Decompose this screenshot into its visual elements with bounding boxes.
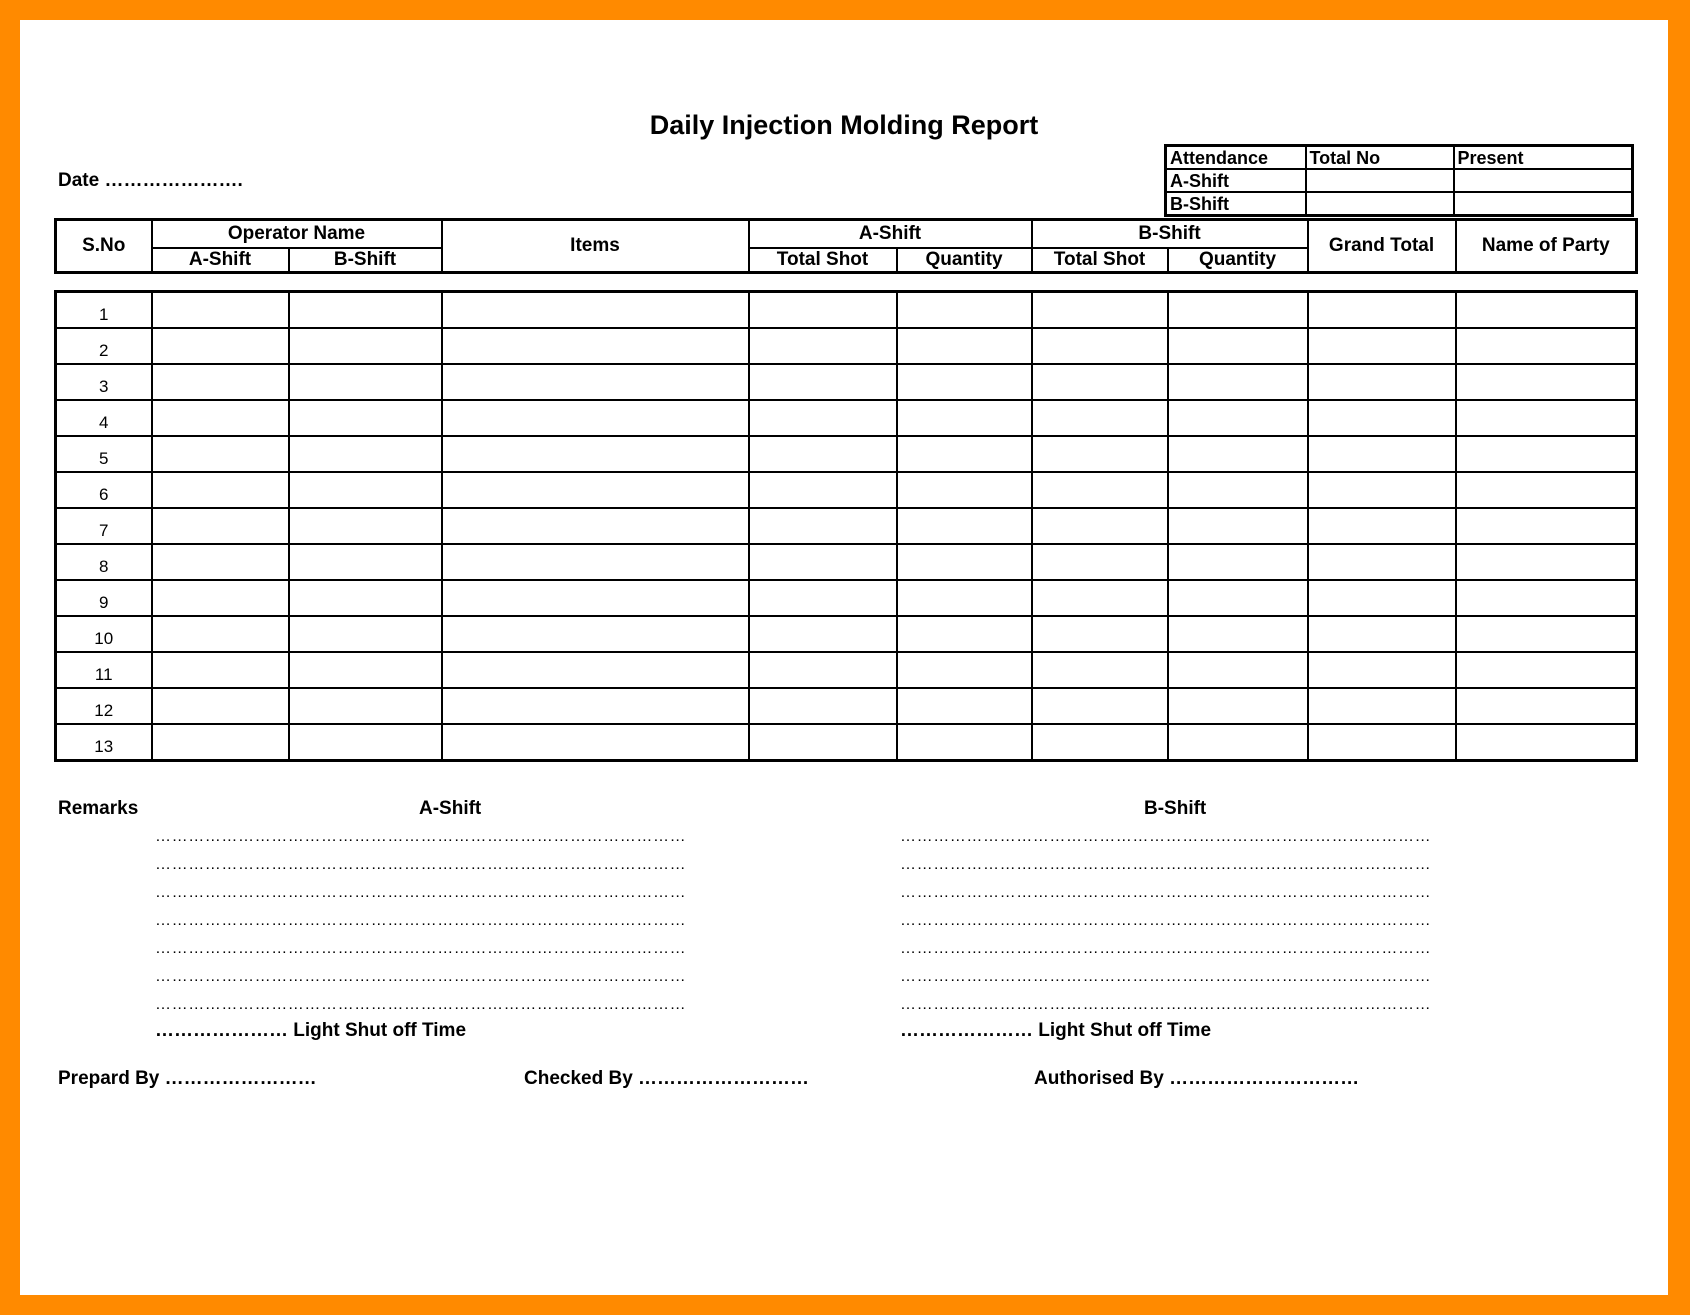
table-cell[interactable] bbox=[152, 580, 289, 616]
remark-line[interactable]: …………………………………………………………………………………… bbox=[900, 940, 1432, 957]
table-cell[interactable] bbox=[1168, 724, 1308, 761]
row-number: 6 bbox=[99, 485, 109, 504]
table-cell[interactable] bbox=[1456, 472, 1637, 508]
table-row bbox=[56, 724, 1637, 761]
row-number: 1 bbox=[99, 305, 109, 324]
attendance-row-label: B-Shift bbox=[1166, 192, 1306, 216]
table-cell[interactable] bbox=[442, 652, 749, 688]
sno-cell bbox=[56, 724, 152, 761]
table-cell[interactable] bbox=[442, 436, 749, 472]
table-row bbox=[56, 580, 1637, 616]
table-row bbox=[56, 472, 1637, 508]
table-cell[interactable] bbox=[749, 436, 897, 472]
table-cell[interactable] bbox=[442, 400, 749, 436]
table-cell[interactable] bbox=[1308, 724, 1456, 761]
table-cell[interactable] bbox=[1032, 688, 1168, 724]
remarks-a-shift-label: A-Shift bbox=[419, 798, 482, 819]
table-cell[interactable] bbox=[289, 292, 442, 329]
table-cell[interactable] bbox=[1456, 292, 1637, 329]
table-row bbox=[56, 508, 1637, 544]
table-cell[interactable] bbox=[897, 652, 1032, 688]
row-number: 11 bbox=[94, 665, 113, 684]
table-cell[interactable] bbox=[289, 544, 442, 580]
table-cell[interactable] bbox=[1168, 616, 1308, 652]
sno-cell bbox=[56, 328, 152, 364]
sno-cell bbox=[56, 616, 152, 652]
remarks-b-shift-label: B-Shift bbox=[1144, 798, 1207, 819]
table-row bbox=[56, 400, 1637, 436]
table-row bbox=[56, 292, 1637, 329]
table-cell[interactable] bbox=[1168, 580, 1308, 616]
remark-line[interactable]: …………………………………………………………………………………… bbox=[155, 828, 687, 845]
table-cell[interactable] bbox=[152, 364, 289, 400]
table-cell[interactable] bbox=[1308, 544, 1456, 580]
report-sheet bbox=[20, 20, 1668, 1295]
sno-cell bbox=[56, 364, 152, 400]
table-cell[interactable] bbox=[1456, 400, 1637, 436]
table-row bbox=[56, 436, 1637, 472]
remark-line[interactable]: …………………………………………………………………………………… bbox=[155, 856, 687, 873]
table-cell[interactable] bbox=[897, 508, 1032, 544]
table-cell[interactable] bbox=[1168, 652, 1308, 688]
sno-cell bbox=[56, 292, 152, 329]
table-cell[interactable] bbox=[1456, 580, 1637, 616]
table-cell[interactable] bbox=[1308, 688, 1456, 724]
table-cell[interactable] bbox=[1168, 688, 1308, 724]
b-quantity-header: Quantity bbox=[1168, 248, 1308, 273]
table-cell[interactable] bbox=[152, 616, 289, 652]
table-cell[interactable] bbox=[289, 724, 442, 761]
table-cell[interactable] bbox=[749, 544, 897, 580]
table-cell[interactable] bbox=[897, 364, 1032, 400]
table-cell[interactable] bbox=[442, 508, 749, 544]
table-row bbox=[56, 364, 1637, 400]
attendance-cell[interactable] bbox=[1454, 192, 1633, 216]
row-number: 3 bbox=[99, 377, 109, 396]
remark-line[interactable]: …………………………………………………………………………………… bbox=[155, 912, 687, 929]
table-cell[interactable] bbox=[289, 436, 442, 472]
row-number: 8 bbox=[99, 557, 109, 576]
table-cell[interactable] bbox=[152, 436, 289, 472]
table-cell[interactable] bbox=[1308, 436, 1456, 472]
table-cell[interactable] bbox=[1456, 724, 1637, 761]
table-cell[interactable] bbox=[1308, 508, 1456, 544]
row-number: 2 bbox=[99, 341, 109, 360]
date-field: Date …………………. bbox=[58, 170, 243, 191]
attendance-row-label: A-Shift bbox=[1166, 169, 1306, 192]
table-cell[interactable] bbox=[1168, 508, 1308, 544]
table-cell[interactable] bbox=[1168, 292, 1308, 329]
name-of-party-header: Name of Party bbox=[1456, 220, 1637, 273]
a-quantity-header: Quantity bbox=[897, 248, 1032, 273]
prepared-by-field: Prepard By …………………… bbox=[58, 1068, 317, 1089]
table-cell[interactable] bbox=[1168, 328, 1308, 364]
attendance-table bbox=[1164, 144, 1634, 217]
sno-cell bbox=[56, 688, 152, 724]
remark-line[interactable]: …………………………………………………………………………………… bbox=[155, 968, 687, 985]
table-cell[interactable] bbox=[749, 472, 897, 508]
table-cell[interactable] bbox=[1456, 508, 1637, 544]
row-number: 12 bbox=[94, 701, 114, 720]
table-cell[interactable] bbox=[749, 688, 897, 724]
table-cell[interactable] bbox=[897, 688, 1032, 724]
table-cell[interactable] bbox=[1032, 400, 1168, 436]
table-cell[interactable] bbox=[897, 544, 1032, 580]
table-cell[interactable] bbox=[1308, 328, 1456, 364]
table-cell[interactable] bbox=[152, 652, 289, 688]
table-cell[interactable] bbox=[749, 400, 897, 436]
table-cell[interactable] bbox=[1032, 328, 1168, 364]
operator-name-header: Operator Name bbox=[152, 220, 442, 249]
remark-line[interactable]: …………………………………………………………………………………… bbox=[900, 996, 1432, 1013]
table-cell[interactable] bbox=[1456, 544, 1637, 580]
table-cell[interactable] bbox=[289, 508, 442, 544]
table-cell[interactable] bbox=[442, 616, 749, 652]
table-cell[interactable] bbox=[1308, 652, 1456, 688]
remark-line[interactable]: …………………………………………………………………………………… bbox=[900, 912, 1432, 929]
table-cell[interactable] bbox=[749, 724, 897, 761]
page-title: Daily Injection Molding Report bbox=[649, 110, 1039, 140]
row-number: 4 bbox=[99, 413, 109, 432]
table-cell[interactable] bbox=[152, 292, 289, 329]
sno-cell bbox=[56, 580, 152, 616]
table-cell[interactable] bbox=[1308, 292, 1456, 329]
remark-line[interactable]: …………………………………………………………………………………… bbox=[900, 828, 1432, 845]
checked-by-field: Checked By ……………………… bbox=[524, 1068, 810, 1089]
table-cell[interactable] bbox=[1308, 616, 1456, 652]
table-cell[interactable] bbox=[749, 364, 897, 400]
table-cell[interactable] bbox=[749, 292, 897, 329]
b-light-shut-off-time: ………………… Light Shut off Time bbox=[900, 1020, 1212, 1041]
table-cell[interactable] bbox=[1308, 364, 1456, 400]
table-cell[interactable] bbox=[152, 508, 289, 544]
table-cell[interactable] bbox=[1168, 400, 1308, 436]
table-row bbox=[56, 652, 1637, 688]
table-cell[interactable] bbox=[749, 508, 897, 544]
table-cell[interactable] bbox=[897, 328, 1032, 364]
table-cell[interactable] bbox=[1032, 580, 1168, 616]
table-cell[interactable] bbox=[1456, 328, 1637, 364]
operator-b-shift-header: B-Shift bbox=[289, 248, 442, 273]
table-cell[interactable] bbox=[1308, 472, 1456, 508]
table-cell[interactable] bbox=[749, 652, 897, 688]
table-cell[interactable] bbox=[289, 616, 442, 652]
table-cell[interactable] bbox=[1032, 436, 1168, 472]
table-cell[interactable] bbox=[1308, 400, 1456, 436]
table-row bbox=[56, 328, 1637, 364]
sno-cell bbox=[56, 400, 152, 436]
table-cell[interactable] bbox=[289, 688, 442, 724]
attendance-cell[interactable] bbox=[1306, 192, 1454, 216]
total-no-header: Total No bbox=[1306, 146, 1454, 170]
table-cell[interactable] bbox=[1456, 688, 1637, 724]
table-cell[interactable] bbox=[1032, 724, 1168, 761]
table-cell[interactable] bbox=[289, 472, 442, 508]
table-cell[interactable] bbox=[152, 688, 289, 724]
sno-cell bbox=[56, 508, 152, 544]
table-cell[interactable] bbox=[442, 472, 749, 508]
table-cell[interactable] bbox=[289, 328, 442, 364]
items-header: Items bbox=[442, 220, 749, 273]
remark-line[interactable]: …………………………………………………………………………………… bbox=[155, 940, 687, 957]
table-row bbox=[56, 544, 1637, 580]
table-cell[interactable] bbox=[749, 616, 897, 652]
table-cell[interactable] bbox=[1168, 436, 1308, 472]
row-number: 5 bbox=[99, 449, 109, 468]
remark-line[interactable]: …………………………………………………………………………………… bbox=[900, 968, 1432, 985]
table-cell[interactable] bbox=[152, 328, 289, 364]
sno-cell bbox=[56, 544, 152, 580]
table-cell[interactable] bbox=[442, 688, 749, 724]
grand-total-header: Grand Total bbox=[1308, 220, 1456, 273]
operator-a-shift-header: A-Shift bbox=[152, 248, 289, 273]
table-cell[interactable] bbox=[1456, 364, 1637, 400]
sno-cell bbox=[56, 436, 152, 472]
table-cell[interactable] bbox=[1456, 652, 1637, 688]
table-cell[interactable] bbox=[1456, 616, 1637, 652]
table-cell[interactable] bbox=[897, 724, 1032, 761]
table-cell[interactable] bbox=[897, 400, 1032, 436]
remarks-label: Remarks bbox=[58, 798, 139, 819]
table-cell[interactable] bbox=[1456, 436, 1637, 472]
sno-cell bbox=[56, 472, 152, 508]
table-cell[interactable] bbox=[1032, 616, 1168, 652]
table-row bbox=[56, 688, 1637, 724]
table-cell[interactable] bbox=[289, 400, 442, 436]
table-cell[interactable] bbox=[1032, 472, 1168, 508]
remark-line[interactable]: …………………………………………………………………………………… bbox=[900, 884, 1432, 901]
a-total-shot-header: Total Shot bbox=[749, 248, 897, 273]
table-cell[interactable] bbox=[289, 364, 442, 400]
table-cell[interactable] bbox=[1032, 652, 1168, 688]
table-cell[interactable] bbox=[897, 472, 1032, 508]
table-cell[interactable] bbox=[897, 616, 1032, 652]
attendance-cell[interactable] bbox=[1454, 169, 1633, 192]
attendance-cell[interactable] bbox=[1306, 169, 1454, 192]
present-header: Present bbox=[1454, 146, 1633, 170]
table-cell[interactable] bbox=[442, 724, 749, 761]
table-cell[interactable] bbox=[442, 328, 749, 364]
report-header-table bbox=[54, 218, 1638, 274]
table-cell[interactable] bbox=[289, 580, 442, 616]
a-shift-header: A-Shift bbox=[749, 220, 1032, 249]
report-body-table bbox=[54, 290, 1638, 762]
table-cell[interactable] bbox=[897, 436, 1032, 472]
table-cell[interactable] bbox=[749, 580, 897, 616]
table-row bbox=[56, 616, 1637, 652]
sno-header: S.No bbox=[56, 220, 152, 273]
table-cell[interactable] bbox=[152, 724, 289, 761]
a-light-shut-off-time: ………………… Light Shut off Time bbox=[155, 1020, 467, 1041]
table-cell[interactable] bbox=[442, 544, 749, 580]
row-number: 10 bbox=[94, 629, 114, 648]
attendance-header: Attendance bbox=[1166, 146, 1306, 170]
b-total-shot-header: Total Shot bbox=[1032, 248, 1168, 273]
table-cell[interactable] bbox=[1168, 472, 1308, 508]
remark-line[interactable]: …………………………………………………………………………………… bbox=[900, 856, 1432, 873]
table-cell[interactable] bbox=[897, 292, 1032, 329]
b-shift-header: B-Shift bbox=[1032, 220, 1308, 249]
sno-cell bbox=[56, 652, 152, 688]
row-number: 13 bbox=[94, 737, 114, 756]
table-cell[interactable] bbox=[152, 472, 289, 508]
remark-line[interactable]: …………………………………………………………………………………… bbox=[155, 996, 687, 1013]
table-cell[interactable] bbox=[1032, 292, 1168, 329]
row-number: 9 bbox=[99, 593, 109, 612]
table-cell[interactable] bbox=[1168, 544, 1308, 580]
table-cell[interactable] bbox=[442, 292, 749, 329]
row-number: 7 bbox=[99, 521, 109, 540]
table-cell[interactable] bbox=[152, 544, 289, 580]
table-cell[interactable] bbox=[152, 400, 289, 436]
table-cell[interactable] bbox=[749, 328, 897, 364]
remark-line[interactable]: …………………………………………………………………………………… bbox=[155, 884, 687, 901]
table-cell[interactable] bbox=[1032, 508, 1168, 544]
table-cell[interactable] bbox=[442, 364, 749, 400]
table-cell[interactable] bbox=[1308, 580, 1456, 616]
table-cell[interactable] bbox=[1032, 364, 1168, 400]
authorised-by-field: Authorised By ………………………… bbox=[1034, 1068, 1360, 1089]
table-cell[interactable] bbox=[289, 652, 442, 688]
table-cell[interactable] bbox=[1032, 544, 1168, 580]
table-cell[interactable] bbox=[897, 580, 1032, 616]
table-cell[interactable] bbox=[442, 580, 749, 616]
table-cell[interactable] bbox=[1168, 364, 1308, 400]
